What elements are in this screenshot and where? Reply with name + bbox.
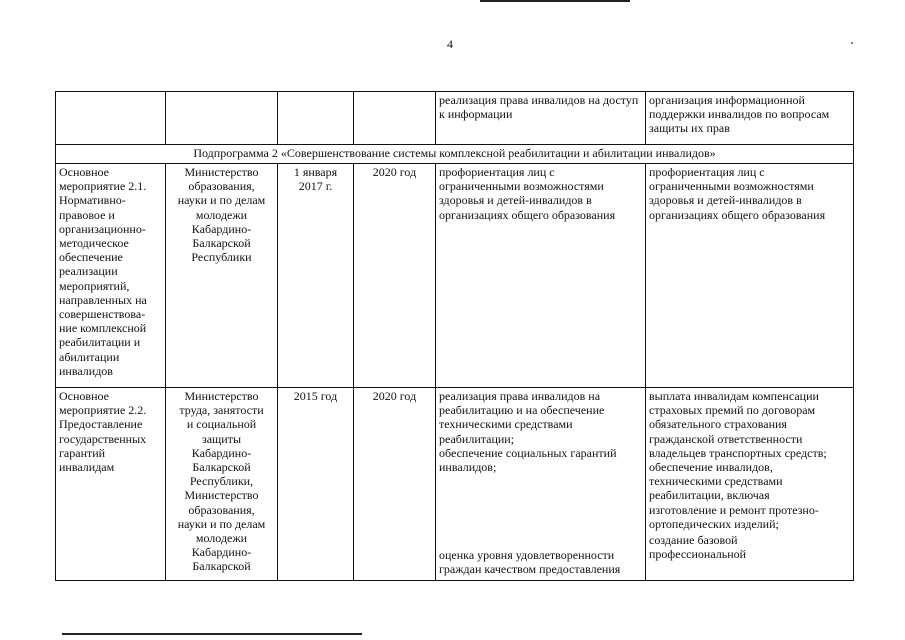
table-row-top — [56, 92, 854, 145]
cell-start-date: 2015 год — [278, 388, 354, 581]
cell-measure: Основное мероприятие 2.1. Нормативно- правовое и организационно- методическое обеспечение реализации мероприятий, направленных на совершенствова- ние комплексной реабилитации и абилитации инвалидов — [56, 164, 166, 388]
table-row — [56, 164, 854, 388]
cell-indicators: профориентация лиц с ограниченными возможностями здоровья и детей-инвалидов в организациях общего образования — [646, 164, 854, 388]
cell-empty — [278, 92, 354, 145]
cell-start-date: 1 января 2017 г. — [278, 164, 354, 388]
cell-end-date: 2020 год — [354, 388, 436, 581]
cell-result: профориентация лиц с ограниченными возможностями здоровья и детей-инвалидов в организациях общего образования — [436, 164, 646, 388]
cell-result: реализация права инвалидов на доступ к информации — [436, 92, 646, 145]
cell-empty — [166, 92, 278, 145]
subprogram-header: Подпрограмма 2 «Совершенствование системы комплексной реабилитации и абилитации инвалидов» — [56, 145, 854, 164]
cell-end-date: 2020 год — [354, 164, 436, 388]
scan-speck — [851, 42, 853, 44]
indicators-text: выплата инвалидам компенсации страховых премий по договорам обязательного страхования гражданской ответственности владельцев транспортных средств; обеспечение инвалидов, техническими средствами реабилитации, включая изготовление и ремонт протезно- ортопедических изделий; — [649, 389, 827, 531]
result-text-continued: оценка уровня удовлетворенности граждан качеством предоставления — [439, 548, 621, 577]
cell-empty — [56, 92, 166, 145]
scan-line-bottom — [62, 633, 362, 635]
cell-measure: Основное мероприятие 2.2. Предоставление государственных гарантий инвалидам — [56, 388, 166, 581]
cell-result — [436, 388, 646, 581]
cell-executor: Министерство труда, занятости и социальной защиты Кабардино- Балкарской Республики, Министерство образования, науки и по делам молодежи Кабардино- Балкарской — [166, 388, 278, 581]
program-table — [55, 91, 854, 581]
subprogram-header-row — [56, 145, 854, 164]
scan-line-top — [480, 0, 630, 2]
table-row — [56, 388, 854, 581]
result-text: реализация права инвалидов на реабилитацию и на обеспечение техническими средствами реабилитации; обеспечение социальных гарантий инвалидов; — [439, 389, 617, 475]
cell-empty — [354, 92, 436, 145]
cell-indicators: организация информационной поддержки инвалидов по вопросам защиты их прав — [646, 92, 854, 145]
cell-indicators — [646, 388, 854, 581]
page-number: 4 — [447, 37, 453, 51]
cell-executor: Министерство образования, науки и по делам молодежи Кабардино- Балкарской Республики — [166, 164, 278, 388]
indicators-text-continued: создание базовой профессиональной — [649, 533, 747, 562]
